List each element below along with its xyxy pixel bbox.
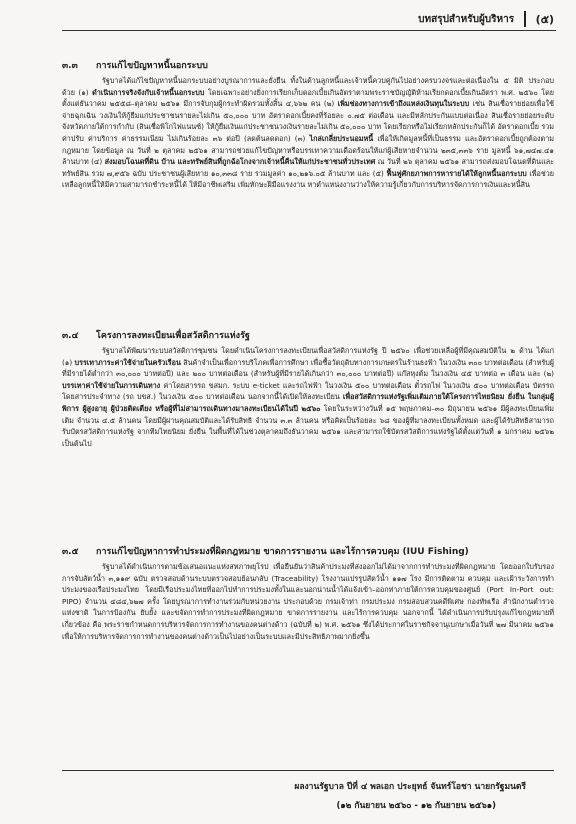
section-heading xyxy=(62,328,554,342)
header-divider xyxy=(524,11,526,27)
bold-text-run: ไกล่เกลี่ยประนอมหนี้ xyxy=(309,133,374,143)
bold-text-run: ส่งมอบโฉนดที่ดิน บ้าน และทรัพย์สินที่ถูกฉ้อโกงจากเจ้าหนี้คืนให้แก่ประชาชนทั่วประเทศ xyxy=(104,157,376,167)
section-3-4 xyxy=(62,328,554,449)
footer-date-range: (๑๒ กันยายน ๒๕๖๐ - ๑๒ กันยายน ๒๕๖๑) xyxy=(336,801,496,811)
section-title: การแก้ไขปัญหาหนี้นอกระบบ xyxy=(96,61,208,71)
text-run: เช่น สินเชื่อรายย่อยเพื่อใช้จ่ายฉุกเฉิน วงเงินให้กู้ยืมแก่ประชาชนรายละไม่เกิน ๕๐,๐๐๐ บาท อัตราดอกเบี้ยคงที่ร้อยละ ๐.๗๕ ต่อเดือน และมีหลักประกันแบบต่อเนื่อง สินเชื่อรายย่อยระดับจังหวัดภายใต้การกำกับ (สินเชื่อพิโกไฟแนนซ์) ให้กู้ยืมเงินแก่ประชาชนวงเงินรายละไม่เกิน ๕๐,๐๐๐ บาท โดยเรียกหรือไม่เรียกหลักประกันก็ได้ อัตราดอกเบี้ย รวมค่าปรับ ค่าบริการ ค่าธรรมเนียม ไม่เกินร้อยละ ๓๖ ต่อปี (ลดต้นลดดอก) (๓) xyxy=(62,99,554,143)
section-3-5 xyxy=(62,544,554,642)
bold-text-run: เพื่อสวัสดิการแห่งรัฐเพิ่มเติมภายใต้โครงการไทยนิยม ยั่งยืน ในกลุ่มผู้พิการ ผู้สูงอายุ ผู้ป่วยติดเตียง หรือผู้ที่ไม่สามารถเดินทางมาลงทะเบียนได้ในปี ๒๕๖๐ xyxy=(62,392,554,413)
header-rule xyxy=(62,30,556,31)
section-paragraph xyxy=(62,75,554,191)
section-title: การแก้ไขปัญหาการทำประมงที่ผิดกฎหมาย ขาดการรายงาน และไร้การควบคุม (IUU Fishing) xyxy=(96,547,469,557)
bold-text-run: เพิ่มช่องทางการเข้าถึงแหล่งเงินทุนในระบบ xyxy=(337,99,470,109)
text-run: รัฐบาลได้พัฒนาระบบสวัสดิการชุมชน โดยดำเนินโครงการลงทะเบียนเพื่อสวัสดิการแห่งรัฐ ปี ๒๕๖๐ เพื่อช่วยเหลือผู้ที่มีคุณสมบัติใน ๒ ด้าน ได้แก่ (๑) xyxy=(62,346,554,367)
text-run: ค่าโดยสารรถ ขสมก. ระบบ e-ticket และรถไฟฟ้า ในวงเงิน ๕๐๐ บาทต่อเดือน ตั๋วรถไฟ ในวงเงิน ๕๐๐ บาทต่อเดือน บัตรรถโดยสารประจำทาง (รถ บขส.) ในวงเงิน ๕๐๐ บาทต่อเดือน นอกจากนี้ได้เปิดให้ลงทะเบียน xyxy=(62,380,554,402)
section-number: ๓.๔ xyxy=(62,331,79,341)
section-3-3 xyxy=(62,58,554,191)
text-run: โดยเฉพาะอย่างยิ่งการเรียกเก็บดอกเบี้ยเกินอัตราตามพระราชบัญญัติห้ามเรียกดอกเบี้ยเกินอัตรา พ.ศ. ๒๕๖๐ โดยตั้งแต่ธันวาคม ๒๕๕๘–ตุลาคม ๒๕๖๑ มีการจับกุมผู้กระทำผิดรวมทั้งสิ้น ๔,๖๖๒ คน (๒) xyxy=(62,87,554,109)
text-run: เพื่อช่วยเหลือลูกหนี้ให้มีความสามารถชำระหนี้ได้ ให้มีอาชีพเสริม เพิ่มทักษะฝีมือแรงงาน หาตำแหน่งงานว่างให้ความรู้เกี่ยวกับการบริหารจัดการการเงินและหนี้สิน xyxy=(62,168,554,190)
text-run: ณ วันที่ ๒๖ ตุลาคม ๒๕๖๑ สามารถส่งมอบโฉนดที่ดินและทรัพย์สิน รวม ๗,๙๕๖ ฉบับ ประชาชนผู้เสียหาย ๑๐,๓๓๘ ราย รวมมูลค่า ๑๐,๒๑๖.๐๕ ล้านบาท และ (๕) xyxy=(62,157,554,178)
text-run: สินค้าจำเป็นเพื่อการบริโภคเพื่อการศึกษา เพื่อซื้อวัตถุดิบทางการเกษตรในร้านธงฟ้า ในวงเงิน ๓๐๐ บาทต่อเดือน (สำหรับผู้ที่มีรายได้ต่ำกว่า ๓๐,๐๐๐ บาทต่อปี) และ ๒๐๐ บาทต่อเดือน (สำหรับผู้ที่มีรายได้เกินกว่า ๓๐,๐๐๐ บาทต่อปี) แก๊สหุงต้ม ในวงเงิน ๔๕ บาทต่อ ๓ เดือน และ (๒) xyxy=(62,357,554,379)
header-title: บทสรุปสำหรับผู้บริหาร xyxy=(418,13,515,25)
section-number: ๓.๕ xyxy=(62,547,79,557)
bold-text-run: บรรเทาค่าใช้จ่ายในการเดินทาง xyxy=(62,380,161,390)
text-run: รัฐบาลได้แก้ไขปัญหาหนี้นอกระบบอย่างบูรณาการและยั่งยืน ทั้งในด้านลูกหนี้และเจ้าหนี้ควบคู่กันไปอย่างครบวงจรและต่อเนื่องใน ๕ มิติ ประกอบด้วย (๑) xyxy=(62,76,554,97)
section-paragraph xyxy=(62,561,554,642)
bold-text-run: ฟื้นฟูศักยภาพการหารายได้ให้ลูกหนี้นอกระบบ xyxy=(386,168,527,178)
page-header xyxy=(418,10,554,28)
section-paragraph xyxy=(62,345,554,449)
text-run: รัฐบาลได้ดำเนินการตามข้อเสนอแนะแห่งสหภาพยุโรป เพื่อยืนยันว่าสินค้าประมงที่ส่งออกไม่ได้มาจากการทำประมงที่ผิดกฎหมาย โดยออกใบรับรองการจับสัตว์น้ำ ๓,๑๑๙ ฉบับ ตรวจสอบด้านระบบตรวจสอบย้อนกลับ (Traceability) โรงงานแปรรูปสัตว์น้ำ ๑๑๗ โรง มีการติดตาม ควบคุม และเฝ้าระวังการทำประมงของเรือประมงไทย โดยมีเรือประมงไทยที่ออกไปทำการประมงทั้งในและนอกน่านน้ำได้แจ้งเข้า–ออกท่าภายใต้การควบคุมของศูนย์ (Port In-Port out: PIPO) จำนวน ๔๘๔,๖๒๗ ครั้ง โดยบูรณาการทำงานร่วมกับหน่วยงาน ประกอบด้วย กรมเจ้าท่า กรมประมง กรมสอบสวนคดีพิเศษ กองทัพเรือ สำนักงานตำรวจแห่งชาติ ในการป้องกัน ยับยั้ง และขจัดการทำการประมงที่ผิดกฎหมาย ขาดการรายงาน และไร้การควบคุม นอกจากนี้ ได้ดำเนินการปรับปรุงแก้ไขกฎหมายที่เกี่ยวข้อง คือ พระราชกำหนดการบริหารจัดการการทำงานของคนต่างด้าว (ฉบับที่ ๒) พ.ศ. ๒๕๖๑ ซึ่งได้ประกาศในราชกิจจานุเบกษาเมื่อวันที่ ๒๗ มีนาคม ๒๕๖๑ เพื่อให้การบริหารจัดการการทำงานของคนต่างด้าวเป็นไปอย่างเป็นระบบและมีประสิทธิภาพมากยิ่งขึ้น xyxy=(62,562,554,641)
footer-rule xyxy=(62,770,554,771)
footer-title: ผลงานรัฐบาล ปีที่ ๔ พลเอก ประยุทธ์ จันทร์โอชา นายกรัฐมนตรี xyxy=(294,782,526,792)
section-heading xyxy=(62,544,554,558)
bold-text-run: บรรเทาภาระค่าใช้จ่ายในครัวเรือน xyxy=(74,357,181,367)
bold-text-run: ดำเนินการจริงจังกับเจ้าหนี้นอกระบบ xyxy=(92,87,205,97)
section-number: ๓.๓ xyxy=(62,61,78,71)
text-run: โดยในระหว่างวันที่ ๑๕ พฤษภาคม–๓๐ มิถุนายน ๒๕๖๑ มีผู้ลงทะเบียนเพิ่มเติม จำนวน ๔.๕ ล้านคน โดยมีผู้ผ่านคุณสมบัติและได้รับสิทธิ จำนวน ๓.๓ ล้านคน หรือคิดเป็นร้อยละ ๖๘ ของผู้ที่มาลงทะเบียนทั้งหมด และผู้ได้รับสิทธิสามารถรับบัตรสวัสดิการแห่งรัฐ จากทีมไทยนิยม ยั่งยืน ในพื้นที่ได้ในช่วงตุลาคมถึงธันวาคม ๒๕๖๑ และสามารถใช้บัตรสวัสดิการแห่งรัฐได้ตั้งแต่วันที่ ๑ มกราคม ๒๕๖๒ เป็นต้นไป xyxy=(62,403,554,448)
page-footer xyxy=(62,770,554,812)
page-number: (๕) xyxy=(535,13,554,26)
text-run: เพื่อให้เกิดมูลหนี้ที่เป็นธรรม และอัตราดอกเบี้ยถูกต้องตามกฎหมาย โดยข้อมูล ณ วันที่ ๒ ตุลาคม ๒๕๖๑ สามารถช่วยแก้ไขปัญหาหรือบรรเทาความเดือดร้อนให้แก่ผู้เสียหายจำนวน ๒๓๕,๓๓๖ ราย มูลหนี้ ๖๑,๗๔๗.๔๑ ล้านบาท (๔) xyxy=(62,133,554,167)
section-heading xyxy=(62,58,554,72)
section-title: โครงการลงทะเบียนเพื่อสวัสดิการแห่งรัฐ xyxy=(96,331,250,341)
